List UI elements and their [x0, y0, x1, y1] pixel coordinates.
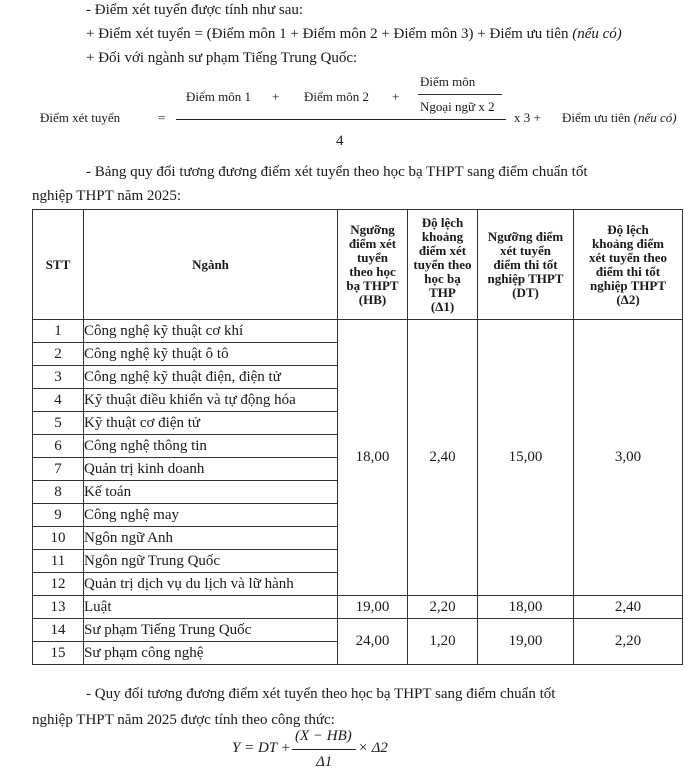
- header-d1-line: THP: [429, 284, 456, 300]
- cell-stt: 6: [33, 435, 84, 458]
- formula-term-3-bottom: Ngoại ngữ x 2: [420, 99, 495, 114]
- cell-nganh: Kỹ thuật cơ điện tử: [84, 412, 338, 435]
- cell-stt: 2: [33, 343, 84, 366]
- table-row: [33, 596, 683, 619]
- para-1-line-2: nghiệp THPT năm 2025:: [32, 188, 182, 204]
- cell-delta-1: 2,20: [408, 596, 478, 619]
- cell-stt: 3: [33, 366, 84, 389]
- cell-nganh: Công nghệ thông tin: [84, 435, 338, 458]
- cell-stt: 10: [33, 527, 84, 550]
- header-dt-line: Ngưỡng điểm: [487, 228, 564, 244]
- formula-priority-note: (nếu có): [633, 110, 677, 125]
- header-d2-line: điểm thi tốt: [595, 263, 661, 279]
- cell-nganh: Kế toán: [84, 481, 338, 504]
- header-dt-line: (DT): [512, 284, 539, 300]
- cell-delta-2: 2,40: [574, 596, 683, 619]
- cell-hb: 18,00: [338, 320, 408, 596]
- header-d1-line: (Δ1): [430, 298, 455, 314]
- cell-nganh: Quản trị kinh doanh: [84, 458, 338, 481]
- cell-nganh: Sư phạm Tiếng Trung Quốc: [84, 619, 338, 642]
- para-2-line-1: - Quy đổi tương đương điểm xét tuyển theo học bạ THPT sang điểm chuẩn tốt: [86, 686, 556, 702]
- cell-nganh: Công nghệ kỹ thuật ô tô: [84, 343, 338, 366]
- header-d2-line: khoảng điểm: [592, 235, 664, 251]
- header-d2-line: xét tuyển theo: [589, 249, 667, 265]
- formula2-fraction-line: [292, 749, 356, 750]
- formula2-denominator: Δ1: [316, 754, 333, 770]
- cell-stt: 8: [33, 481, 84, 504]
- para-2-line-2: nghiệp THPT năm 2025 được tính theo công thức:: [32, 712, 335, 728]
- cell-nganh: Ngôn ngữ Anh: [84, 527, 338, 550]
- header-dt-line: điểm thi tốt: [493, 256, 558, 272]
- formula-term-2: Điểm môn 2: [304, 89, 369, 104]
- intro-line-1: - Điểm xét tuyển được tính như sau:: [86, 2, 304, 18]
- cell-stt: 9: [33, 504, 84, 527]
- header-hb-line: Ngưỡng: [350, 221, 395, 237]
- formula-plus-2: +: [392, 89, 400, 104]
- conversion-table: [32, 209, 683, 665]
- intro-line-2-text: + Điểm xét tuyển = (Điểm môn 1 + Điểm môn 2 + Điểm môn 3) + Điểm ưu tiên: [86, 26, 573, 42]
- cell-stt: 5: [33, 412, 84, 435]
- formula-term-1: Điểm môn 1: [186, 89, 251, 104]
- header-dt: [478, 210, 574, 320]
- cell-stt: 14: [33, 619, 84, 642]
- formula-lhs: Điểm xét tuyển: [40, 110, 121, 125]
- formula-denominator: 4: [336, 133, 344, 149]
- cell-nganh: Quản trị dịch vụ du lịch và lữ hành: [84, 573, 338, 596]
- cell-nganh: Ngôn ngữ Trung Quốc: [84, 550, 338, 573]
- formula-plus-1: +: [272, 89, 280, 104]
- cell-nganh: Công nghệ may: [84, 504, 338, 527]
- header-d2-line: nghiệp THPT: [590, 277, 666, 293]
- cell-delta-2: 2,20: [574, 619, 683, 665]
- header-hb-line: tuyển: [356, 249, 389, 265]
- formula-term-3-top: Điểm môn: [420, 74, 476, 89]
- header-d1-line: điểm xét: [418, 242, 467, 258]
- formula-multiplier: x 3 +: [514, 110, 541, 125]
- cell-nganh: Công nghệ kỹ thuật cơ khí: [84, 320, 338, 343]
- cell-delta-1: 2,40: [408, 320, 478, 596]
- cell-stt: 11: [33, 550, 84, 573]
- cell-delta-2: 3,00: [574, 320, 683, 596]
- header-d2-line: Độ lệch: [607, 221, 649, 237]
- cell-stt: 7: [33, 458, 84, 481]
- header-d2-line: (Δ2): [616, 291, 640, 307]
- formula2-tail: × Δ2: [358, 740, 388, 756]
- cell-nganh: Kỹ thuật điều khiển và tự động hóa: [84, 389, 338, 412]
- cell-dt: 19,00: [478, 619, 574, 665]
- cell-stt: 15: [33, 642, 84, 665]
- intro-line-2-note: (nếu có): [572, 26, 622, 42]
- cell-hb: 24,00: [338, 619, 408, 665]
- header-hb-line: (HB): [358, 291, 387, 307]
- cell-stt: 1: [33, 320, 84, 343]
- cell-nganh: Luật: [84, 596, 338, 619]
- cell-nganh: Công nghệ kỹ thuật điện, điện tử: [84, 366, 338, 389]
- formula-priority-text: Điểm ưu tiên: [562, 110, 634, 125]
- cell-dt: 18,00: [478, 596, 574, 619]
- header-d1-line: khoảng: [421, 228, 464, 244]
- header-nganh: Ngành: [84, 210, 338, 320]
- header-hb-line: điểm xét: [348, 235, 397, 251]
- header-dt-line: nghiệp THPT: [487, 270, 564, 286]
- header-delta-2: [574, 210, 683, 320]
- formula-fraction-line: [176, 119, 506, 120]
- formula-priority: [562, 110, 677, 126]
- para-1-line-1: - Bảng quy đổi tương đương điểm xét tuyển theo học bạ THPT sang điểm chuẩn tốt: [86, 164, 588, 180]
- formula2-numerator: (X − HB): [295, 728, 352, 744]
- header-hb: [338, 210, 408, 320]
- cell-stt: 4: [33, 389, 84, 412]
- cell-hb: 19,00: [338, 596, 408, 619]
- cell-nganh: Sư phạm công nghệ: [84, 642, 338, 665]
- header-hb-line: theo học: [349, 263, 396, 279]
- cell-delta-1: 1,20: [408, 619, 478, 665]
- cell-stt: 13: [33, 596, 84, 619]
- formula2-lhs: Y = DT +: [232, 740, 291, 756]
- intro-line-3: + Đối với ngành sư phạm Tiếng Trung Quốc:: [86, 50, 358, 66]
- header-hb-line: bạ THPT: [346, 277, 399, 293]
- header-dt-line: xét tuyển: [500, 242, 551, 258]
- formula-equals: =: [158, 110, 166, 125]
- header-delta-1: [408, 210, 478, 320]
- table-header-row: [33, 210, 683, 320]
- header-d1-line: học bạ: [424, 270, 461, 286]
- table-row: [33, 320, 683, 343]
- header-d1-line: tuyển theo: [413, 256, 472, 272]
- formula-inner-fraction-line: [418, 94, 502, 95]
- cell-dt: 15,00: [478, 320, 574, 596]
- cell-stt: 12: [33, 573, 84, 596]
- header-stt: STT: [33, 210, 84, 320]
- header-d1-line: Độ lệch: [421, 214, 464, 230]
- intro-line-2: [86, 26, 622, 43]
- table-row: [33, 619, 683, 642]
